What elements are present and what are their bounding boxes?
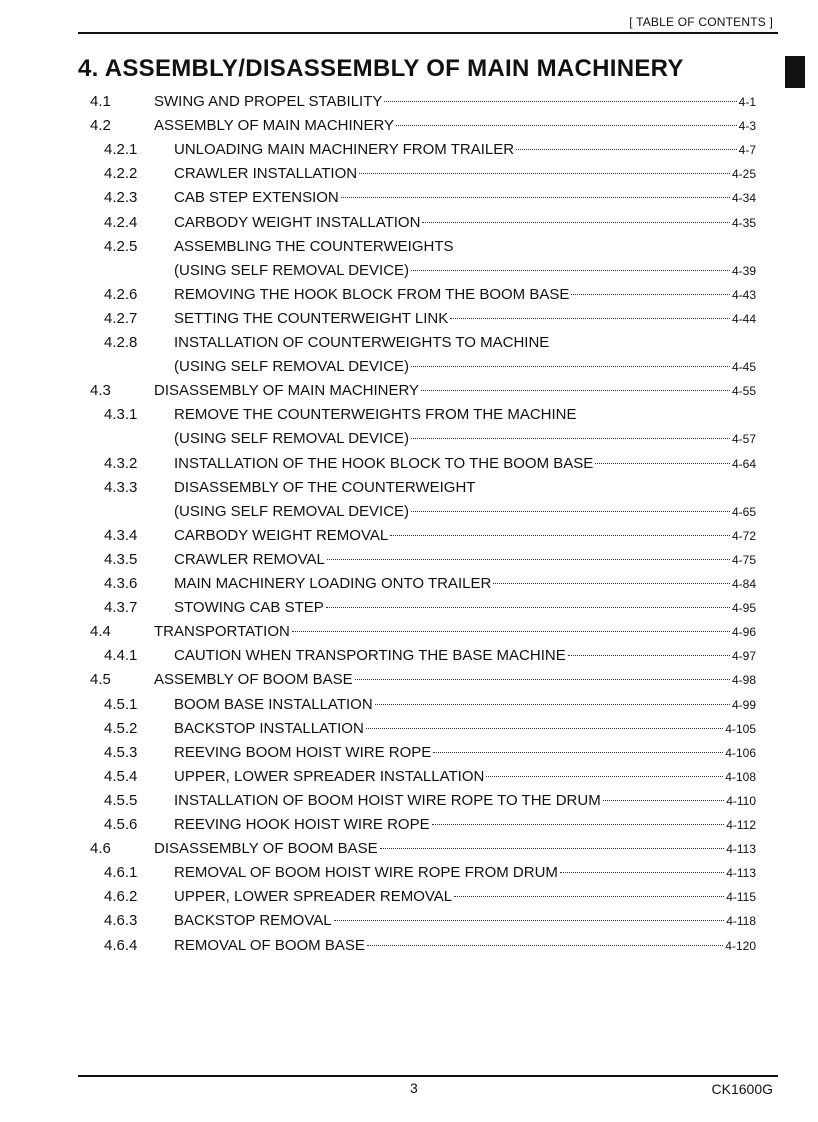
toc-entry-number: 4.3 bbox=[90, 382, 111, 400]
toc-entry-line bbox=[154, 837, 756, 861]
dot-leader bbox=[422, 221, 730, 223]
toc-entry-page: 4-113 bbox=[726, 842, 756, 857]
toc-entry[interactable] bbox=[0, 331, 818, 355]
toc-entry-title: REEVING BOOM HOIST WIRE ROPE bbox=[174, 743, 432, 761]
toc-entry-page: 4-57 bbox=[731, 432, 756, 447]
toc-entry-number: 4.2.8 bbox=[104, 334, 138, 351]
toc-entry-title: UPPER, LOWER SPREADER INSTALLATION bbox=[174, 767, 485, 785]
toc-entry-title: REMOVING THE HOOK BLOCK FROM THE BOOM BASE bbox=[174, 285, 570, 303]
bottom-rule bbox=[78, 1075, 778, 1077]
toc-entry-line bbox=[174, 693, 756, 717]
toc-entry-number: 4.6.1 bbox=[104, 864, 138, 882]
toc-entry-number: 4.6.2 bbox=[104, 888, 138, 906]
toc-entry-title: BACKSTOP REMOVAL bbox=[174, 912, 332, 930]
toc-entry-title: BOOM BASE INSTALLATION bbox=[174, 695, 373, 713]
toc-entry-title: CRAWLER INSTALLATION bbox=[174, 165, 358, 183]
toc-entry-title: ASSEMBLY OF BOOM BASE bbox=[154, 671, 353, 689]
toc-entry-page: 4-98 bbox=[731, 673, 756, 688]
toc-entry[interactable] bbox=[0, 259, 818, 283]
toc-entry-title: REEVING HOOK HOIST WIRE ROPE bbox=[174, 816, 430, 833]
toc-entry-title: ASSEMBLY OF MAIN MACHINERY bbox=[154, 117, 395, 135]
toc-entry-number: 4.2.5 bbox=[104, 237, 138, 255]
toc-entry-page: 4-106 bbox=[725, 745, 756, 760]
toc-entry-number: 4.2.3 bbox=[104, 189, 138, 207]
toc-entry-number: 4.3.5 bbox=[104, 550, 138, 568]
toc-entry-line bbox=[174, 283, 756, 307]
toc-entry-number: 4.2 bbox=[90, 117, 111, 135]
toc-entry-line bbox=[154, 379, 756, 403]
toc-entry-title: CAB STEP EXTENSION bbox=[174, 189, 339, 207]
toc-entry-line bbox=[174, 524, 756, 548]
toc-entry-page: 4-110 bbox=[726, 793, 756, 808]
toc-entry-line bbox=[174, 789, 756, 813]
toc-entry[interactable] bbox=[0, 235, 818, 259]
toc-entry-number: 4.4.1 bbox=[104, 647, 138, 665]
toc-entry[interactable] bbox=[0, 162, 818, 186]
toc-entry[interactable] bbox=[0, 379, 818, 403]
toc-entry-title: UNLOADING MAIN MACHINERY FROM TRAILER bbox=[174, 141, 515, 159]
toc-entry-page: 4-35 bbox=[731, 215, 756, 230]
toc-entry-line bbox=[174, 813, 756, 837]
dot-leader bbox=[486, 775, 723, 777]
toc-entry[interactable] bbox=[0, 211, 818, 235]
toc-entry-page: 4-45 bbox=[731, 360, 756, 375]
toc-entry-line bbox=[174, 427, 756, 451]
toc-entry-number: 4.1 bbox=[90, 93, 111, 110]
toc-entry-title: STOWING CAB STEP bbox=[174, 599, 324, 617]
header-label: [ TABLE OF CONTENTS ] bbox=[629, 15, 773, 29]
toc-entry-title: CAUTION WHEN TRANSPORTING THE BASE MACHINE bbox=[174, 647, 566, 665]
toc-entry-line bbox=[174, 717, 756, 741]
toc-entry-line bbox=[174, 162, 756, 186]
toc-entry-number: 4.2.7 bbox=[104, 309, 138, 327]
toc-entry-number: 4.5.2 bbox=[104, 719, 138, 737]
toc-entry-line bbox=[174, 452, 756, 476]
toc-entry-title: INSTALLATION OF BOOM HOIST WIRE ROPE TO THE DRUM bbox=[174, 791, 601, 809]
toc-entry-page: 4-7 bbox=[738, 143, 756, 158]
toc-entry-page: 4-65 bbox=[731, 504, 756, 519]
toc-entry-page: 4-84 bbox=[731, 577, 756, 591]
toc-entry-line bbox=[174, 596, 756, 620]
toc-entry-line bbox=[174, 741, 756, 765]
toc-entry-number: 4.3.1 bbox=[104, 406, 138, 424]
toc-entry-title: DISASSEMBLY OF THE COUNTERWEIGHT bbox=[174, 478, 476, 496]
toc-entry-page: 4-39 bbox=[731, 263, 756, 278]
dot-leader bbox=[411, 510, 730, 512]
toc-entry[interactable] bbox=[0, 765, 818, 789]
toc-entry-page: 4-97 bbox=[731, 649, 756, 664]
toc-entry-page: 4-34 bbox=[731, 191, 756, 206]
toc-entry-title: DISASSEMBLY OF BOOM BASE bbox=[154, 840, 378, 858]
toc-entry-line bbox=[174, 259, 756, 283]
toc-entry[interactable] bbox=[0, 355, 818, 379]
toc-entry[interactable] bbox=[0, 620, 818, 644]
toc-entry-title: INSTALLATION OF THE HOOK BLOCK TO THE BOOM BASE bbox=[174, 454, 594, 472]
toc-entry-title: CARBODY WEIGHT INSTALLATION bbox=[174, 213, 421, 231]
dot-leader bbox=[292, 630, 730, 632]
toc-entry-page: 4-1 bbox=[738, 95, 756, 109]
toc-entry-number: 4.3.6 bbox=[104, 575, 138, 592]
dot-leader bbox=[411, 437, 730, 439]
dot-leader bbox=[411, 269, 730, 271]
toc-entry[interactable] bbox=[0, 717, 818, 741]
toc-entry-page: 4-112 bbox=[726, 818, 756, 832]
toc-entry-number: 4.4 bbox=[90, 623, 111, 641]
toc-entry-line bbox=[174, 476, 756, 500]
toc-entry-title: (USING SELF REMOVAL DEVICE) bbox=[174, 261, 410, 279]
toc-entry-title: DISASSEMBLY OF MAIN MACHINERY bbox=[154, 382, 420, 400]
toc-entry-number: 4.3.7 bbox=[104, 599, 138, 617]
toc-entry-title: SETTING THE COUNTERWEIGHT LINK bbox=[174, 309, 449, 327]
toc-entry[interactable] bbox=[0, 476, 818, 500]
dot-leader bbox=[384, 100, 736, 102]
toc-entry[interactable] bbox=[0, 837, 818, 861]
toc-entry-line bbox=[174, 307, 756, 331]
toc-entry-line bbox=[154, 114, 756, 138]
toc-entry-number: 4.3.2 bbox=[104, 454, 138, 472]
dot-leader bbox=[334, 919, 725, 921]
toc-entry-line bbox=[174, 331, 756, 355]
toc-entry[interactable] bbox=[0, 524, 818, 548]
toc-entry-line bbox=[174, 885, 756, 909]
toc-entry-title: TRANSPORTATION bbox=[154, 623, 290, 641]
toc-entry-line bbox=[174, 572, 756, 596]
toc-entry[interactable] bbox=[0, 572, 818, 596]
toc-entry-line bbox=[174, 644, 756, 668]
toc-entry-page: 4-55 bbox=[731, 384, 756, 399]
page-number: 3 bbox=[410, 1080, 418, 1096]
toc-entry[interactable] bbox=[0, 909, 818, 933]
toc-entry-page: 4-44 bbox=[731, 311, 756, 326]
toc-entry-number: 4.6.4 bbox=[104, 936, 138, 954]
dot-leader bbox=[355, 678, 730, 680]
dot-leader bbox=[454, 895, 724, 897]
toc-entry-line bbox=[174, 138, 756, 162]
toc-entry-line bbox=[174, 403, 756, 427]
dot-leader bbox=[450, 317, 730, 319]
toc-entry-page: 4-43 bbox=[731, 287, 756, 302]
toc-entry-title: CARBODY WEIGHT REMOVAL bbox=[174, 526, 389, 544]
toc-entry-page: 4-3 bbox=[738, 119, 756, 134]
toc-entry-line bbox=[174, 211, 756, 235]
toc-entry-page: 4-99 bbox=[731, 697, 756, 712]
toc-entry-page: 4-118 bbox=[726, 914, 756, 929]
toc-entry[interactable] bbox=[0, 548, 818, 572]
toc-entry[interactable] bbox=[0, 813, 818, 837]
toc-entry-page: 4-75 bbox=[731, 552, 756, 567]
toc-entry-title: (USING SELF REMOVAL DEVICE) bbox=[174, 430, 410, 448]
dot-leader bbox=[603, 799, 724, 801]
toc-entry[interactable] bbox=[0, 644, 818, 668]
toc-entry-number: 4.6 bbox=[90, 840, 111, 858]
toc-entry-page: 4-120 bbox=[725, 938, 756, 953]
toc-entry-page: 4-64 bbox=[731, 456, 756, 471]
toc-entry[interactable] bbox=[0, 885, 818, 909]
toc-entry-line bbox=[174, 186, 756, 210]
dot-leader bbox=[421, 389, 730, 391]
toc-entry[interactable] bbox=[0, 90, 818, 114]
toc-entry-number: 4.3.4 bbox=[104, 526, 138, 544]
toc-entry[interactable] bbox=[0, 307, 818, 331]
toc-entry-line bbox=[154, 90, 756, 114]
toc-entry-title: UPPER, LOWER SPREADER REMOVAL bbox=[174, 888, 453, 906]
dot-leader bbox=[568, 654, 730, 656]
toc-entry-title: (USING SELF REMOVAL DEVICE) bbox=[174, 502, 410, 520]
toc-entry[interactable] bbox=[0, 186, 818, 210]
dot-leader bbox=[560, 871, 724, 873]
toc-entry-number: 4.2.4 bbox=[104, 213, 138, 231]
toc-entry-title: REMOVE THE COUNTERWEIGHTS FROM THE MACHINE bbox=[174, 406, 577, 424]
toc-entry-number: 4.3.3 bbox=[104, 478, 138, 496]
toc-entry[interactable] bbox=[0, 283, 818, 307]
toc-entry[interactable] bbox=[0, 114, 818, 138]
toc-entry-line bbox=[174, 548, 756, 572]
toc-entry-page: 4-115 bbox=[726, 890, 756, 905]
toc-entry-number: 4.5.5 bbox=[104, 791, 138, 809]
chapter-title: 4. ASSEMBLY/DISASSEMBLY OF MAIN MACHINERY bbox=[78, 55, 684, 82]
toc-entry-line bbox=[174, 861, 756, 885]
toc-entry[interactable] bbox=[0, 596, 818, 620]
toc-entry[interactable] bbox=[0, 693, 818, 717]
dot-leader bbox=[366, 727, 724, 729]
toc-entry-line bbox=[154, 668, 756, 692]
toc-entry-number: 4.2.6 bbox=[104, 285, 138, 303]
dot-leader bbox=[326, 606, 730, 608]
toc-entry-number: 4.5.4 bbox=[104, 767, 138, 785]
dot-leader bbox=[493, 582, 730, 584]
toc-entry-line bbox=[174, 909, 756, 933]
toc-entry[interactable] bbox=[0, 668, 818, 692]
toc-entry[interactable] bbox=[0, 500, 818, 524]
toc-entry-number: 4.6.3 bbox=[104, 912, 138, 930]
toc-entry[interactable] bbox=[0, 741, 818, 765]
toc-entry-line bbox=[174, 934, 756, 958]
toc-entry-page: 4-108 bbox=[725, 769, 756, 784]
toc-entry-title: MAIN MACHINERY LOADING ONTO TRAILER bbox=[174, 575, 492, 592]
toc-entry-number: 4.5 bbox=[90, 671, 111, 689]
toc-entry[interactable] bbox=[0, 427, 818, 451]
dot-leader bbox=[367, 944, 723, 946]
toc-entry-line bbox=[174, 765, 756, 789]
toc-entry[interactable] bbox=[0, 138, 818, 162]
dot-leader bbox=[327, 558, 730, 560]
top-rule bbox=[78, 32, 778, 34]
document-code: CK1600G bbox=[711, 1081, 773, 1097]
toc-entry-title: (USING SELF REMOVAL DEVICE) bbox=[174, 358, 410, 376]
dot-leader bbox=[516, 148, 737, 150]
dot-leader bbox=[411, 365, 730, 367]
toc-entry[interactable] bbox=[0, 452, 818, 476]
toc-entry-page: 4-25 bbox=[731, 167, 756, 182]
toc-entry[interactable] bbox=[0, 861, 818, 885]
toc-entry-number: 4.5.1 bbox=[104, 695, 138, 713]
dot-leader bbox=[375, 703, 730, 705]
dot-leader bbox=[595, 462, 730, 464]
dot-leader bbox=[341, 196, 730, 198]
toc-entry[interactable] bbox=[0, 934, 818, 958]
dot-leader bbox=[396, 124, 737, 126]
toc-entry-number: 4.5.3 bbox=[104, 743, 138, 761]
toc-entry-number: 4.5.6 bbox=[104, 816, 138, 833]
toc-entry[interactable] bbox=[0, 403, 818, 427]
dot-leader bbox=[359, 172, 730, 174]
toc-entry-title: ASSEMBLING THE COUNTERWEIGHTS bbox=[174, 237, 454, 255]
toc-entry-page: 4-96 bbox=[731, 625, 756, 640]
dot-leader bbox=[571, 293, 730, 295]
toc-entry-line bbox=[174, 500, 756, 524]
toc-entry-line bbox=[154, 620, 756, 644]
toc-entry-number: 4.2.1 bbox=[104, 141, 138, 159]
toc-entry-title: REMOVAL OF BOOM HOIST WIRE ROPE FROM DRUM bbox=[174, 864, 558, 882]
toc-entry-number: 4.2.2 bbox=[104, 165, 138, 183]
dot-leader bbox=[390, 534, 730, 536]
toc-entry-title: INSTALLATION OF COUNTERWEIGHTS TO MACHINE bbox=[174, 334, 550, 351]
toc-entry-page: 4-105 bbox=[725, 721, 756, 736]
toc-entry[interactable] bbox=[0, 789, 818, 813]
toc-entry-page: 4-95 bbox=[731, 601, 756, 616]
chapter-tab-marker bbox=[785, 56, 805, 88]
toc-entry-page: 4-113 bbox=[726, 866, 756, 881]
toc-entry-line bbox=[174, 235, 756, 259]
toc-entry-title: BACKSTOP INSTALLATION bbox=[174, 719, 364, 737]
toc-entry-title: SWING AND PROPEL STABILITY bbox=[154, 93, 383, 110]
toc-entry-title: CRAWLER REMOVAL bbox=[174, 550, 325, 568]
toc-entry-line bbox=[174, 355, 756, 379]
toc-entry-page: 4-72 bbox=[731, 528, 756, 543]
toc-entry-title: REMOVAL OF BOOM BASE bbox=[174, 936, 365, 954]
dot-leader bbox=[432, 823, 725, 825]
dot-leader bbox=[433, 751, 723, 753]
dot-leader bbox=[380, 847, 725, 849]
